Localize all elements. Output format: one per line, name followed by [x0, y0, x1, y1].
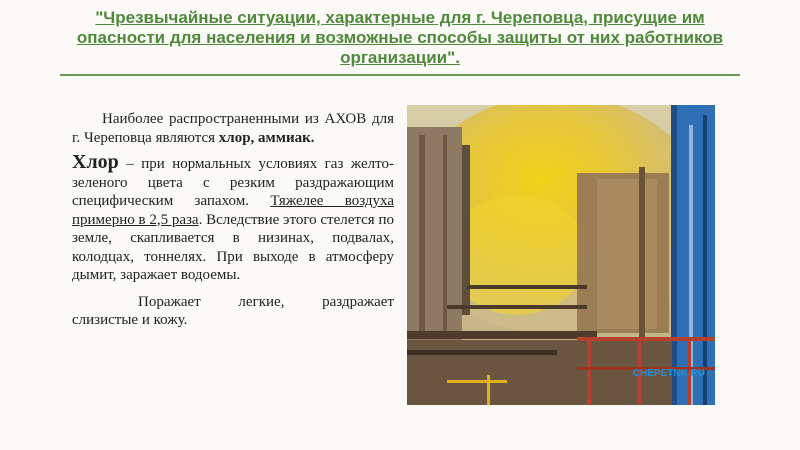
- chlorine-text-1: – при нормальных условиях газ желто-зеленого цвета с резким раздражающим специфическим запахом.: [72, 156, 394, 209]
- chlorine-term: Хлор: [72, 151, 119, 173]
- intro-bold-substances: хлор, аммиак.: [218, 129, 315, 146]
- chlorine-cloud-photo: [407, 105, 715, 405]
- chlorine-underlined-text: Тяжелее воздуха примерно в 2,5 раза: [72, 193, 395, 228]
- chlorine-text-2: . Вследствие этого стелется по земле, скапливается в низинах, подвалах, колодцах, тоннелях. При выходе в атмосферу дымит, заражает водоемы.: [72, 211, 394, 283]
- intro-text: Наиболее распространенными из АХОВ для г. Череповца являются: [72, 111, 394, 146]
- paragraph-intro: [72, 110, 394, 147]
- industrial-scene-icon: [407, 105, 715, 405]
- title-divider: [60, 74, 740, 76]
- slide-title: "Чрезвычайные ситуации, характерные для г. Череповца, присущие им опасности для населения и возможные способы защиты от них работников организации".: [76, 8, 724, 67]
- paragraph-effects: Поражает легкие, раздражает слизистые и кожу.: [72, 293, 394, 328]
- paragraph-chlorine: [72, 153, 394, 285]
- body-text: [72, 110, 394, 330]
- photo-watermark: CHEPETNK.RU: [632, 368, 705, 379]
